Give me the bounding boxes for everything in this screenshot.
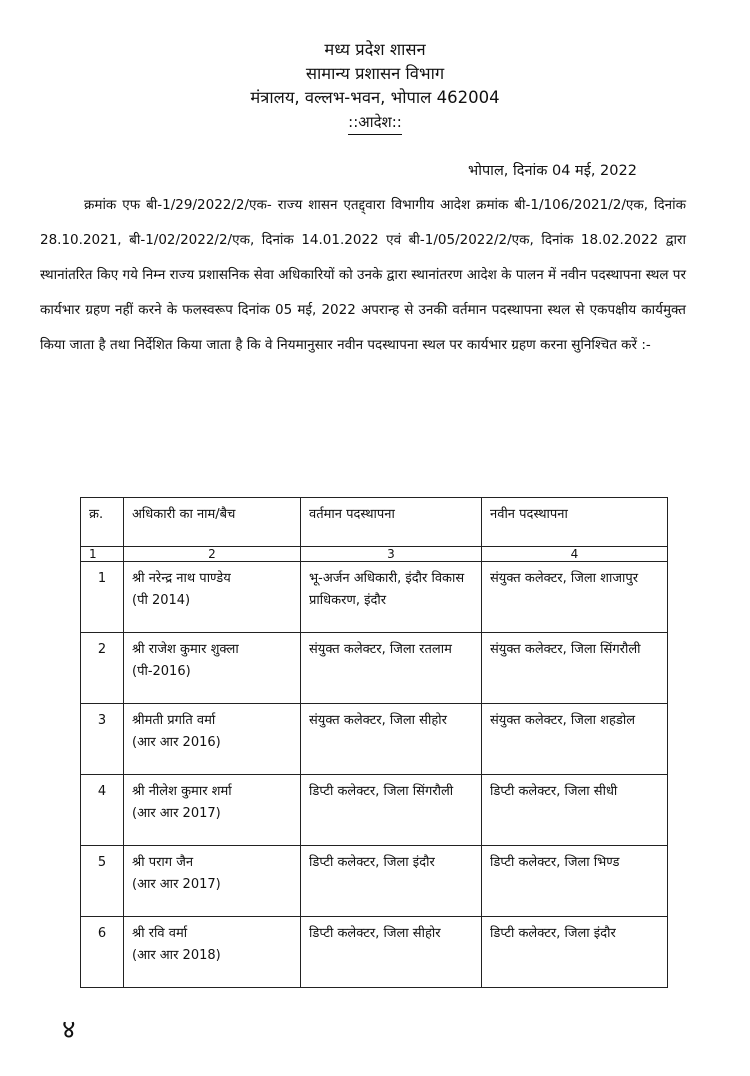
new-posting: संयुक्त कलेक्टर, जिला शाजापुर xyxy=(482,562,668,633)
table-row xyxy=(81,917,668,988)
current-posting: संयुक्त कलेक्टर, जिला सीहोर xyxy=(301,704,482,775)
current-posting: भू-अर्जन अधिकारी, इंदौर विकास प्राधिकरण, इंदौर xyxy=(301,562,482,633)
table-row xyxy=(81,633,668,704)
officer-batch: (आर आर 2017) xyxy=(132,806,221,821)
officer-name: श्री नीलेश कुमार शर्मा xyxy=(132,784,232,799)
posting-table xyxy=(80,497,668,988)
table-row xyxy=(81,775,668,846)
department-name: सामान्य प्रशासन विभाग xyxy=(305,64,445,83)
header-new-posting: नवीन पदस्थापना xyxy=(482,498,668,547)
header-officer-name: अधिकारी का नाम/बैच xyxy=(124,498,301,547)
table-row xyxy=(81,704,668,775)
order-date: भोपाल, दिनांक 04 मई, 2022 xyxy=(468,163,637,179)
officer-batch: (आर आर 2018) xyxy=(132,948,221,963)
serial-number: 1 xyxy=(81,562,124,633)
table-row xyxy=(81,846,668,917)
serial-number: 2 xyxy=(81,633,124,704)
new-posting: संयुक्त कलेक्टर, जिला सिंगरौली xyxy=(482,633,668,704)
order-paragraph: क्रमांक एफ बी-1/29/2022/2/एक- राज्य शासन एतद्द्वारा विभागीय आदेश क्रमांक बी-1/106/2021/2/एक, दिनांक 28.10.2021, बी-1/02/2022/2/एक, दिनांक 14.01.2022 एवं बी-1/05/2022/2/एक, दिनांक 18.02.2022 द्वारा स्थानांतरित किए गये निम्न राज्य प्रशासनिक सेवा अधिकारियों को उनके द्वारा स्थानांतरण आदेश के पालन में नवीन पदस्थापना स्थल पर कार्यभार ग्रहण नहीं करने के फलस्वरूप दिनांक 05 मई, 2022 अपरान्ह से उनकी वर्तमान पदस्थापना स्थल से एकपक्षीय कार्यमुक्त किया जाता है तथा निर्देशित किया जाता है कि वे नियमानुसार नवीन पदस्थापना स्थल पर कार्यभार ग्रहण करना सुनिश्चित करें :- xyxy=(40,197,686,353)
officer-name: श्री रवि वर्मा xyxy=(132,926,188,941)
new-posting: डिप्टी कलेक्टर, जिला भिण्ड xyxy=(482,846,668,917)
officer-cell xyxy=(124,562,301,633)
officer-cell xyxy=(124,704,301,775)
column-number-row xyxy=(81,547,668,562)
table-row xyxy=(81,562,668,633)
header-serial: क्र. xyxy=(81,498,124,547)
current-posting: संयुक्त कलेक्टर, जिला रतलाम xyxy=(301,633,482,704)
officer-batch: (आर आर 2016) xyxy=(132,735,221,750)
table-header-row xyxy=(81,498,668,547)
officer-name: श्री पराग जैन xyxy=(132,855,194,870)
handwritten-page-mark: ४ xyxy=(62,1015,76,1045)
government-name: मध्य प्रदेश शासन xyxy=(324,40,426,59)
serial-number: 6 xyxy=(81,917,124,988)
column-number: 2 xyxy=(124,547,301,562)
current-posting: डिप्टी कलेक्टर, जिला सिंगरौली xyxy=(301,775,482,846)
serial-number: 5 xyxy=(81,846,124,917)
order-body xyxy=(40,188,686,363)
column-number: 3 xyxy=(301,547,482,562)
column-number: 4 xyxy=(482,547,668,562)
office-address: मंत्रालय, वल्लभ-भवन, भोपाल 462004 xyxy=(250,88,500,107)
officer-cell xyxy=(124,633,301,704)
officer-batch: (पी-2016) xyxy=(132,664,191,679)
new-posting: संयुक्त कलेक्टर, जिला शहडोल xyxy=(482,704,668,775)
letterhead xyxy=(0,38,750,135)
current-posting: डिप्टी कलेक्टर, जिला इंदौर xyxy=(301,846,482,917)
officer-batch: (पी 2014) xyxy=(132,593,191,608)
officer-name: श्री राजेश कुमार शुक्ला xyxy=(132,642,239,657)
column-number: 1 xyxy=(81,547,124,562)
officer-cell xyxy=(124,846,301,917)
new-posting: डिप्टी कलेक्टर, जिला इंदौर xyxy=(482,917,668,988)
new-posting: डिप्टी कलेक्टर, जिला सीधी xyxy=(482,775,668,846)
officer-cell xyxy=(124,917,301,988)
current-posting: डिप्टी कलेक्टर, जिला सीहोर xyxy=(301,917,482,988)
header-current-posting: वर्तमान पदस्थापना xyxy=(301,498,482,547)
officer-name: श्रीमती प्रगति वर्मा xyxy=(132,713,216,728)
serial-number: 4 xyxy=(81,775,124,846)
officer-name: श्री नरेन्द्र नाथ पाण्डेय xyxy=(132,571,231,586)
serial-number: 3 xyxy=(81,704,124,775)
officer-cell xyxy=(124,775,301,846)
officer-batch: (आर आर 2017) xyxy=(132,877,221,892)
order-title: ::आदेश:: xyxy=(348,110,402,135)
